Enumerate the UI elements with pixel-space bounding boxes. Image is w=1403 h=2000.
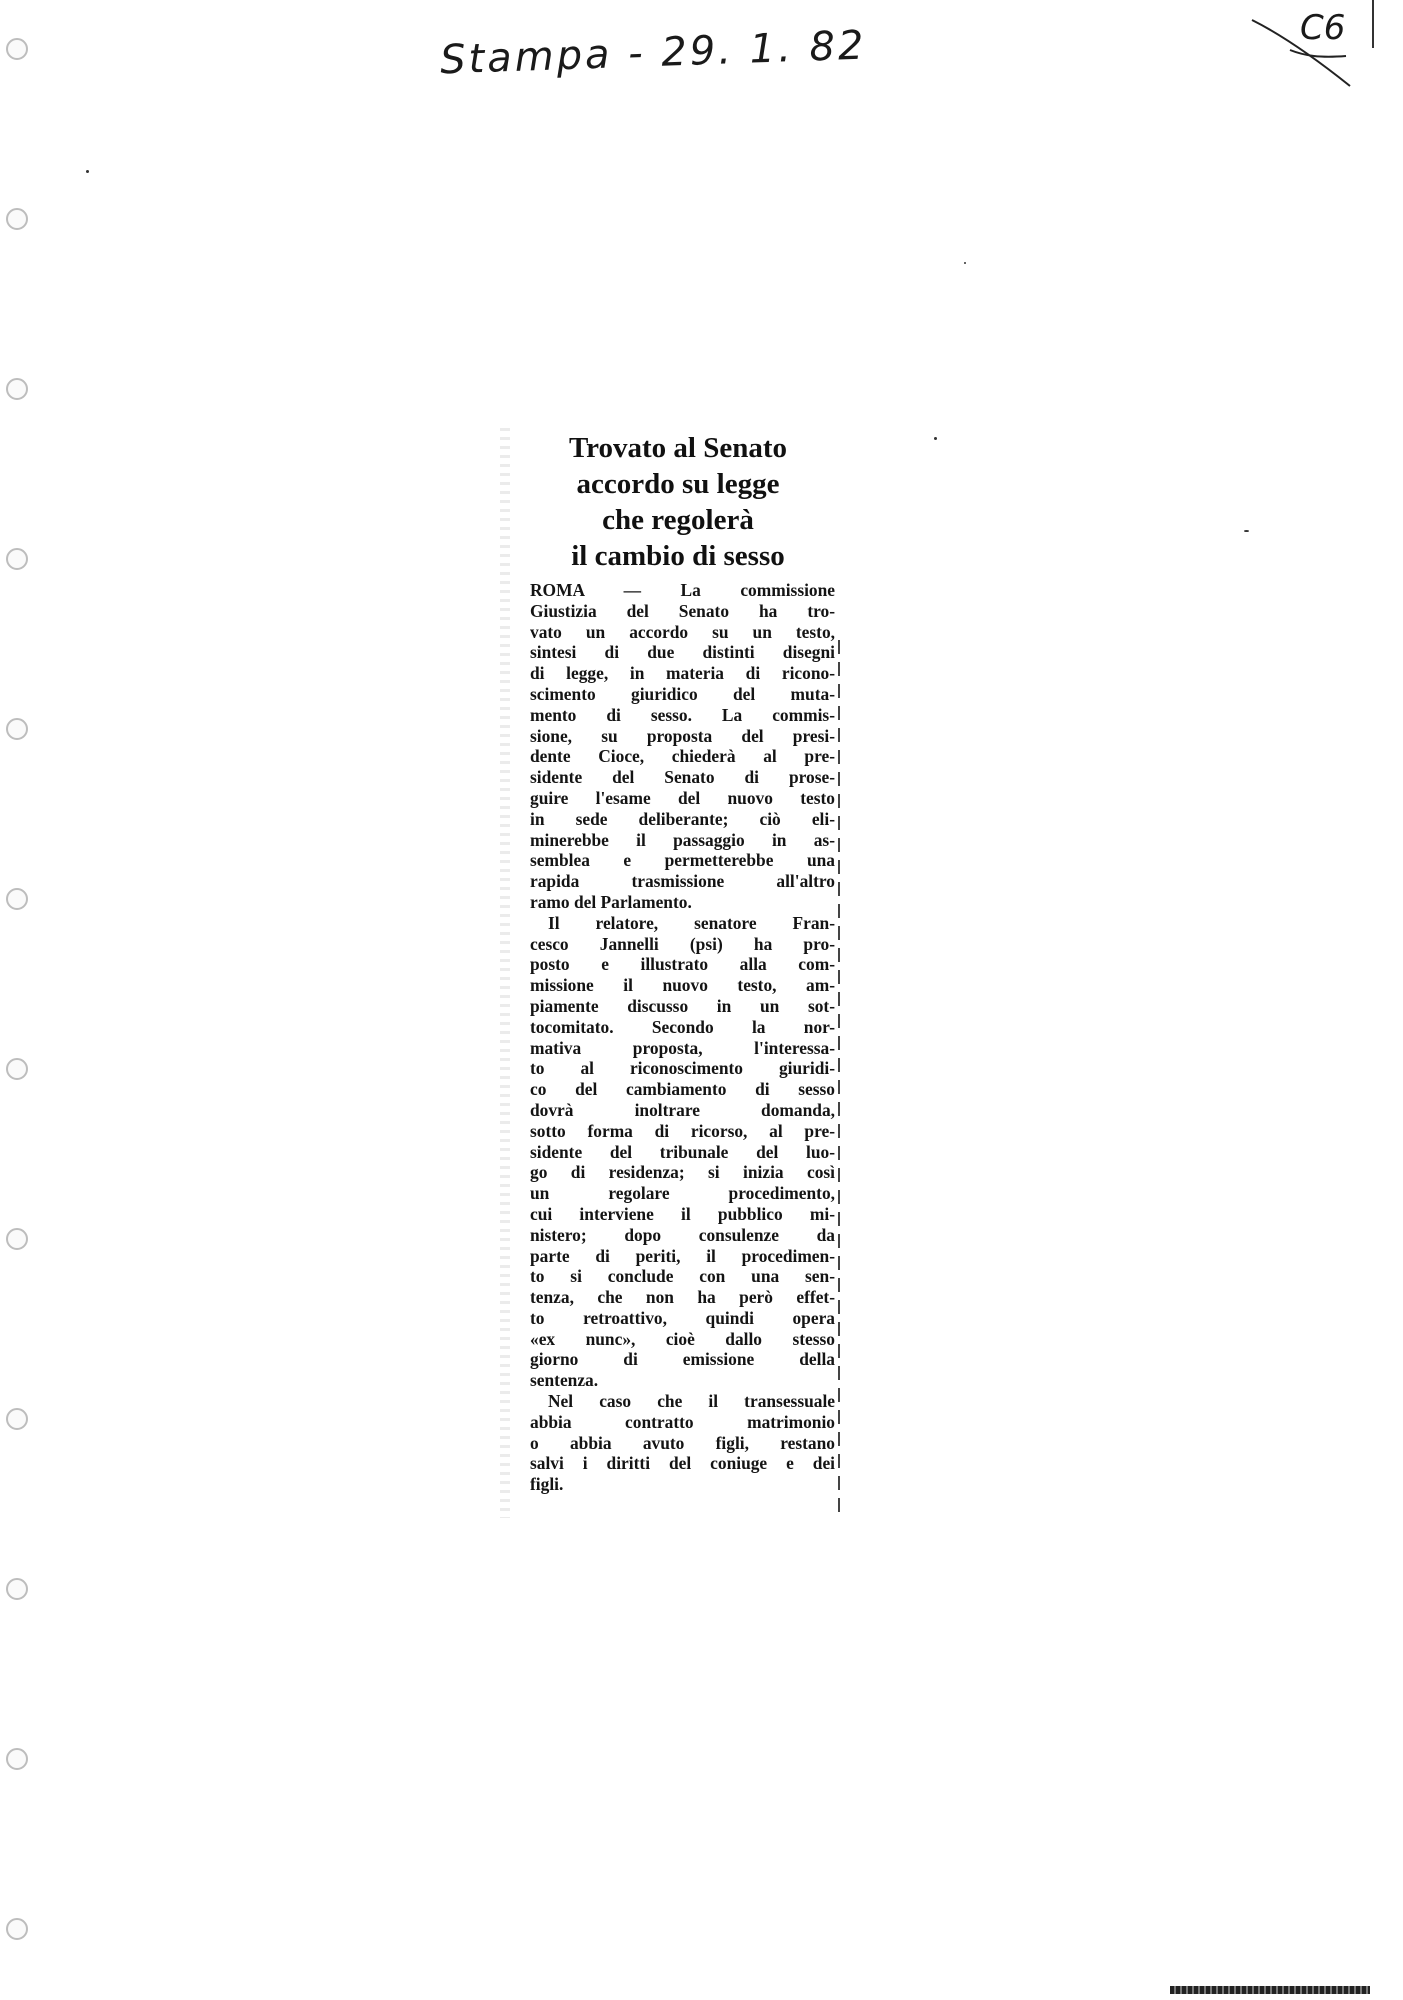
body-line: guire l'esame del nuovo testo [530,787,835,808]
binder-hole [6,1748,28,1770]
corner-code-label: C6 [1300,8,1346,48]
body-line: to si conclude con una sen- [530,1266,835,1287]
scan-speck [1244,530,1249,532]
body-line: Giustizia del Senato ha tro- [530,600,835,621]
binder-hole [6,1408,28,1430]
body-line: dente Cioce, chiederà al pre- [530,746,835,767]
body-line: Nel caso che il transessuale [548,1391,835,1412]
binder-hole [6,38,28,60]
body-line: giorno di emissione della [530,1349,835,1370]
body-line: figli. [530,1474,564,1495]
body-line: sentenza. [530,1370,599,1391]
binder-hole [6,378,28,400]
body-line: sidente del Senato di prose- [530,767,835,788]
scan-speck [934,437,937,440]
body-line: salvi i diritti del coniuge e dei [530,1453,835,1474]
body-line: abbia contratto matrimonio [530,1411,835,1432]
binder-hole [6,1578,28,1600]
body-line: sintesi di due distinti disegni [530,642,835,663]
binder-hole [6,1228,28,1250]
handwritten-source-note: Stampa - 29. 1. 82 [439,22,868,84]
body-line: tocomitato. Secondo la nor- [530,1016,835,1037]
body-line: mativa proposta, l'interessa- [530,1037,835,1058]
body-line: o abbia avuto figli, restano [530,1432,835,1453]
scan-speck [964,262,966,264]
body-line: tenza, che non ha però effet- [530,1287,835,1308]
clipping-column-rule [838,640,840,1520]
body-line: cesco Jannelli (psi) ha pro- [530,933,835,954]
body-line: cui interviene il pubblico mi- [530,1203,835,1224]
body-line: parte di periti, il procedimen- [530,1245,835,1266]
binder-hole [6,1058,28,1080]
headline-line: che regolerà [602,504,754,536]
body-line: to retroattivo, quindi opera [530,1307,835,1328]
headline-line: accordo su legge [576,468,780,500]
headline-line: Trovato al Senato [568,432,788,464]
body-line: in sede deliberante; ciò eli- [530,808,835,829]
body-line: semblea e permetterebbe una [530,850,835,871]
scan-edge-artifact [1170,1986,1370,1994]
binder-hole [6,548,28,570]
headline-line: il cambio di sesso [571,540,785,572]
binder-hole [6,888,28,910]
body-line: ramo del Parlamento. [530,891,692,912]
body-line: go di residenza; si inizia così [530,1162,835,1183]
body-line: missione il nuovo testo, am- [530,975,835,996]
body-line: «ex nunc», cioè dallo stesso [530,1328,835,1349]
body-line: scimento giuridico del muta- [530,683,835,704]
binder-hole [6,1918,28,1940]
body-line: posto e illustrato alla com- [530,954,835,975]
clipping-body [530,580,835,1495]
body-line: piamente discusso in un sot- [530,995,835,1016]
body-line: sidente del tribunale del luo- [530,1141,835,1162]
body-line: nistero; dopo consulenze da [530,1224,835,1245]
body-line: mento di sesso. La commis- [530,704,835,725]
body-line: vato un accordo su un testo, [530,621,835,642]
clipping-torn-edge [500,428,510,1518]
binder-hole [6,208,28,230]
body-line: rapida trasmissione all'altro [530,871,835,892]
body-line: sotto forma di ricorso, al pre- [530,1120,835,1141]
body-line: sione, su proposta del presi- [530,725,835,746]
binder-hole [6,718,28,740]
body-line: minerebbe il passaggio in as- [530,829,835,850]
clipping-headline [518,430,838,574]
body-line: to al riconoscimento giuridi- [530,1058,835,1079]
body-line: di legge, in materia di ricono- [530,663,835,684]
body-line: dovrà inoltrare domanda, [530,1099,835,1120]
corner-divider [1372,0,1374,48]
body-line: ROMA — La commissione [530,580,835,600]
scan-speck [86,170,89,173]
body-line: un regolare procedimento, [530,1183,835,1204]
body-line: co del cambiamento di sesso [530,1079,835,1100]
body-line: Il relatore, senatore Fran- [548,912,835,933]
